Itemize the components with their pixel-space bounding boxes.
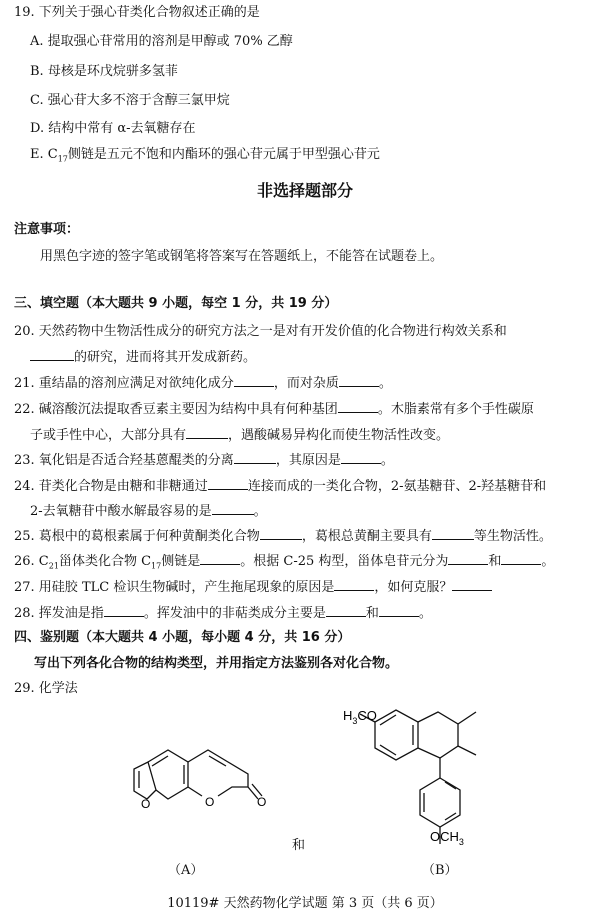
- methoxy-group-b: $OCH_3$: [430, 829, 464, 847]
- q22-line2: 子或手性中心，大部分具有 ，遇酸碱易异构化而使生物活性改变。: [30, 428, 450, 443]
- q27: 27. 用硅胶 TLC 检识生物碱时，产生拖尾现象的原因是 ，如何克服？: [14, 578, 492, 597]
- answer-blank[interactable]: [448, 552, 488, 565]
- answer-blank[interactable]: [432, 527, 474, 540]
- label-a: （A）: [168, 863, 204, 878]
- answer-blank[interactable]: [208, 477, 248, 490]
- q20-line2: 的研究，进而将其开发成新药。: [30, 348, 256, 367]
- structure-b: [360, 710, 476, 844]
- answer-blank[interactable]: [260, 527, 302, 540]
- part4-instruction: 写出下列各化合物的结构类型，并用指定方法鉴别各对化合物。: [34, 656, 399, 671]
- part4-header: 四、鉴别题（本大题共 4 小题，每小题 4 分，共 16 分）: [14, 630, 351, 645]
- structure-a: [134, 750, 262, 799]
- answer-blank[interactable]: [379, 604, 419, 617]
- q29-stem: 29. 化学法: [14, 681, 78, 696]
- answer-blank[interactable]: [104, 604, 144, 617]
- page-footer: 10119# 天然药物化学试题 第 3 页（共 6 页）: [167, 896, 443, 911]
- part3-header: 三、填空题（本大题共 9 小题，每空 1 分，共 19 分）: [14, 296, 338, 311]
- answer-blank[interactable]: [200, 552, 240, 565]
- q19-stem: 19. 下列关于强心苷类化合物叙述正确的是: [14, 5, 260, 20]
- q19-option-b: B. 母核是环戊烷骈多氢菲: [30, 64, 178, 79]
- notice-text: 用黑色字迹的签字笔或钢笔将答案写在答题纸上，不能答在试题卷上。: [40, 249, 444, 264]
- notice-title: 注意事项：: [14, 222, 80, 237]
- section-title: 非选择题部分: [256, 181, 353, 200]
- q20-line1: 20. 天然药物中生物活性成分的研究方法之一是对有开发价值的化合物进行构效关系和: [14, 324, 507, 339]
- methoxy-group-a: $H_3CO$: [343, 708, 377, 726]
- answer-blank[interactable]: [338, 400, 378, 413]
- answer-blank[interactable]: [326, 604, 366, 617]
- answer-blank[interactable]: [186, 426, 228, 439]
- q24-line1: 24. 苷类化合物是由糖和非糖通过 连接而成的一类化合物，2-氨基糖苷、2-羟基糖苷和: [14, 479, 547, 494]
- q22-line1: 22. 碱溶酸沉法提取香豆素主要因为结构中具有何种基团 。木脂素常有多个手性碳原: [14, 402, 534, 417]
- q19-option-a: A. 提取强心苷常用的溶剂是甲醇或 70% 乙醇: [30, 34, 293, 49]
- q26: 26. $C_{21}$甾体类化合物 $C_{17}$侧链是 。根据 C-25 构型，甾体皂苷元分为 和 。: [14, 554, 555, 571]
- answer-blank[interactable]: [339, 374, 379, 387]
- furan-oxygen: O: [141, 797, 151, 811]
- q23: 23. 氧化铝是否适合羟基蒽醌类的分离 ，其原因是 。: [14, 453, 394, 468]
- carbonyl-oxygen: O: [257, 795, 267, 809]
- q19-option-d: D. 结构中常有 α-去氧糖存在: [30, 121, 196, 136]
- pyrone-oxygen: O: [205, 795, 215, 809]
- q24-line2: 2-去氧糖苷中酸水解最容易的是 。: [30, 504, 267, 519]
- q25: 25. 葛根中的葛根素属于何种黄酮类化合物 ，葛根总黄酮主要具有 等生物活性。: [14, 529, 552, 544]
- label-b: （B）: [422, 863, 458, 878]
- q28: 28. 挥发油是指 。挥发油中的非萜类成分主要是 和 。: [14, 606, 432, 621]
- answer-blank[interactable]: [212, 502, 254, 515]
- answer-blank[interactable]: [334, 578, 374, 591]
- answer-blank[interactable]: [234, 451, 276, 464]
- answer-blank[interactable]: [452, 578, 492, 591]
- q19-option-c: C. 强心苷大多不溶于含醇三氯甲烷: [30, 93, 230, 108]
- answer-blank[interactable]: [234, 374, 274, 387]
- answer-blank[interactable]: [501, 552, 541, 565]
- and-label: 和: [292, 838, 306, 853]
- answer-blank[interactable]: [30, 348, 74, 361]
- answer-blank[interactable]: [341, 451, 381, 464]
- q21: 21. 重结晶的溶剂应满足对欲纯化成分 ，而对杂质 。: [14, 376, 392, 391]
- structures-figure: [0, 700, 610, 900]
- q19-option-e: E. $C_{17}$侧链是五元不饱和内酯环的强心苷元属于甲型强心苷元: [30, 147, 380, 164]
